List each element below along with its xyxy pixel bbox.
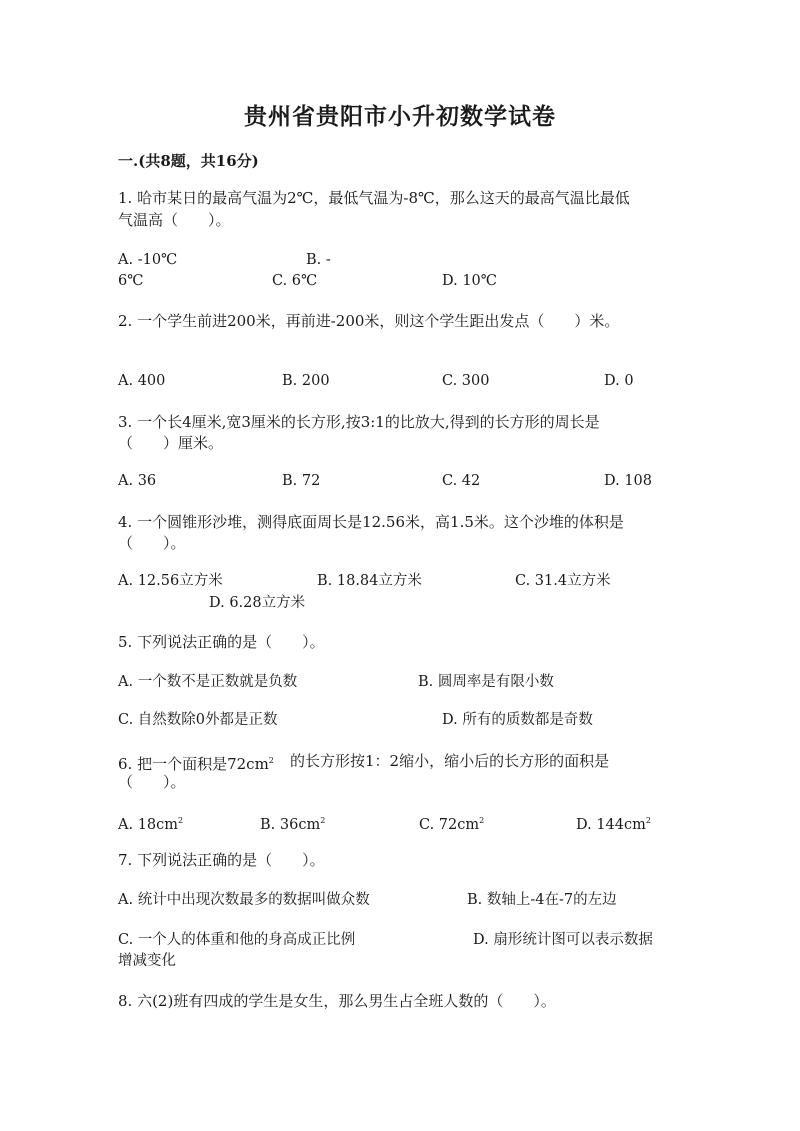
question-7-option-d-continued: 增减变化	[118, 953, 176, 969]
question-4-stem-line-1: 4. 一个圆锥形沙堆，测得底面周长是12.56米，高1.5米。这个沙堆的体积是	[118, 513, 624, 531]
exam-title: 贵州省贵阳市小升初数学试卷	[244, 103, 556, 130]
question-3-stem-line-2: （ ）厘米。	[118, 434, 224, 452]
question-1-option-c: C. 6℃	[272, 273, 318, 289]
question-6-option-d-text: D. 144cm	[576, 817, 646, 833]
question-6-option-a	[118, 811, 183, 835]
question-7-option-d: D. 扇形统计图可以表示数据	[473, 932, 653, 948]
question-6-option-a-text: A. 18cm	[118, 817, 179, 833]
question-6-stem-text: 6. 把一个面积是72cm	[118, 755, 269, 773]
question-4-option-b: B. 18.84立方米	[317, 573, 422, 589]
question-6-option-b-superscript: 2	[320, 816, 326, 825]
question-4-option-d: D. 6.28立方米	[209, 595, 306, 611]
question-3-option-d: D. 108	[604, 473, 653, 489]
question-6-option-d-superscript: 2	[645, 816, 651, 825]
question-1-option-b-part-2: 6℃	[118, 273, 144, 289]
question-5-option-d: D. 所有的质数都是奇数	[442, 712, 593, 728]
question-3-stem-line-1: 3. 一个长4厘米,宽3厘米的长方形,按3:1的比放大,得到的长方形的周长是	[118, 413, 600, 431]
question-7-stem-line-1: 7. 下列说法正确的是（ ）。	[118, 851, 325, 869]
question-5-stem-line-1: 5. 下列说法正确的是（ ）。	[118, 633, 325, 651]
question-6-option-c-text: C. 72cm	[419, 817, 480, 833]
question-7-option-b: B. 数轴上-4在-7的左边	[467, 892, 617, 908]
question-3-option-b: B. 72	[282, 473, 321, 489]
question-8-stem-line-1: 8. 六(2)班有四成的学生是女生，那么男生占全班人数的（ ）。	[118, 992, 556, 1010]
question-1-option-d: D. 10℃	[442, 273, 497, 289]
question-6-option-c	[419, 811, 484, 835]
question-1-stem-line-1: 1. 哈市某日的最高气温为2℃，最低气温为-8℃，那么这天的最高气温比最低	[118, 189, 630, 207]
question-7-option-a: A. 统计中出现次数最多的数据叫做众数	[118, 892, 370, 908]
question-4-stem-line-2: （ ）。	[118, 534, 186, 552]
question-1-stem-line-2: 气温高（ ）。	[118, 211, 231, 229]
question-1-option-a: A. -10℃	[118, 252, 178, 268]
question-6-option-d	[576, 811, 651, 835]
question-2-option-d: D. 0	[604, 373, 634, 389]
question-3-option-c: C. 42	[442, 473, 481, 489]
question-6-option-b-text: B. 36cm	[260, 817, 321, 833]
section-heading: 一.(共8题，共16分)	[118, 152, 259, 170]
question-7-option-c: C. 一个人的体重和他的身高成正比例	[118, 932, 356, 948]
question-2-stem-line-1: 2. 一个学生前进200米，再前进-200米，则这个学生距出发点（ ）米。	[118, 312, 620, 330]
question-4-option-c: C. 31.4立方米	[515, 573, 611, 589]
question-6-stem-line-1a	[118, 751, 274, 774]
question-5-option-c: C. 自然数除0外都是正数	[118, 712, 278, 728]
question-1-option-b-part-1: B. -	[306, 252, 331, 268]
question-5-option-a: A. 一个数不是正数就是负数	[118, 674, 298, 690]
question-6-option-c-superscript: 2	[479, 816, 485, 825]
question-2-option-a: A. 400	[118, 373, 166, 389]
question-3-option-a: A. 36	[118, 473, 157, 489]
question-4-option-a: A. 12.56立方米	[118, 573, 223, 589]
question-6-stem-line-2: （ ）。	[118, 773, 186, 791]
question-2-option-c: C. 300	[442, 373, 490, 389]
question-6-option-a-superscript: 2	[178, 816, 184, 825]
question-5-option-b: B. 圆周率是有限小数	[418, 674, 554, 690]
question-6-stem-line-1b: 的长方形按1：2缩小，缩小后的长方形的面积是	[290, 752, 610, 770]
question-6-stem-superscript: 2	[268, 756, 274, 765]
question-2-option-b: B. 200	[282, 373, 330, 389]
question-6-option-b	[260, 811, 325, 835]
